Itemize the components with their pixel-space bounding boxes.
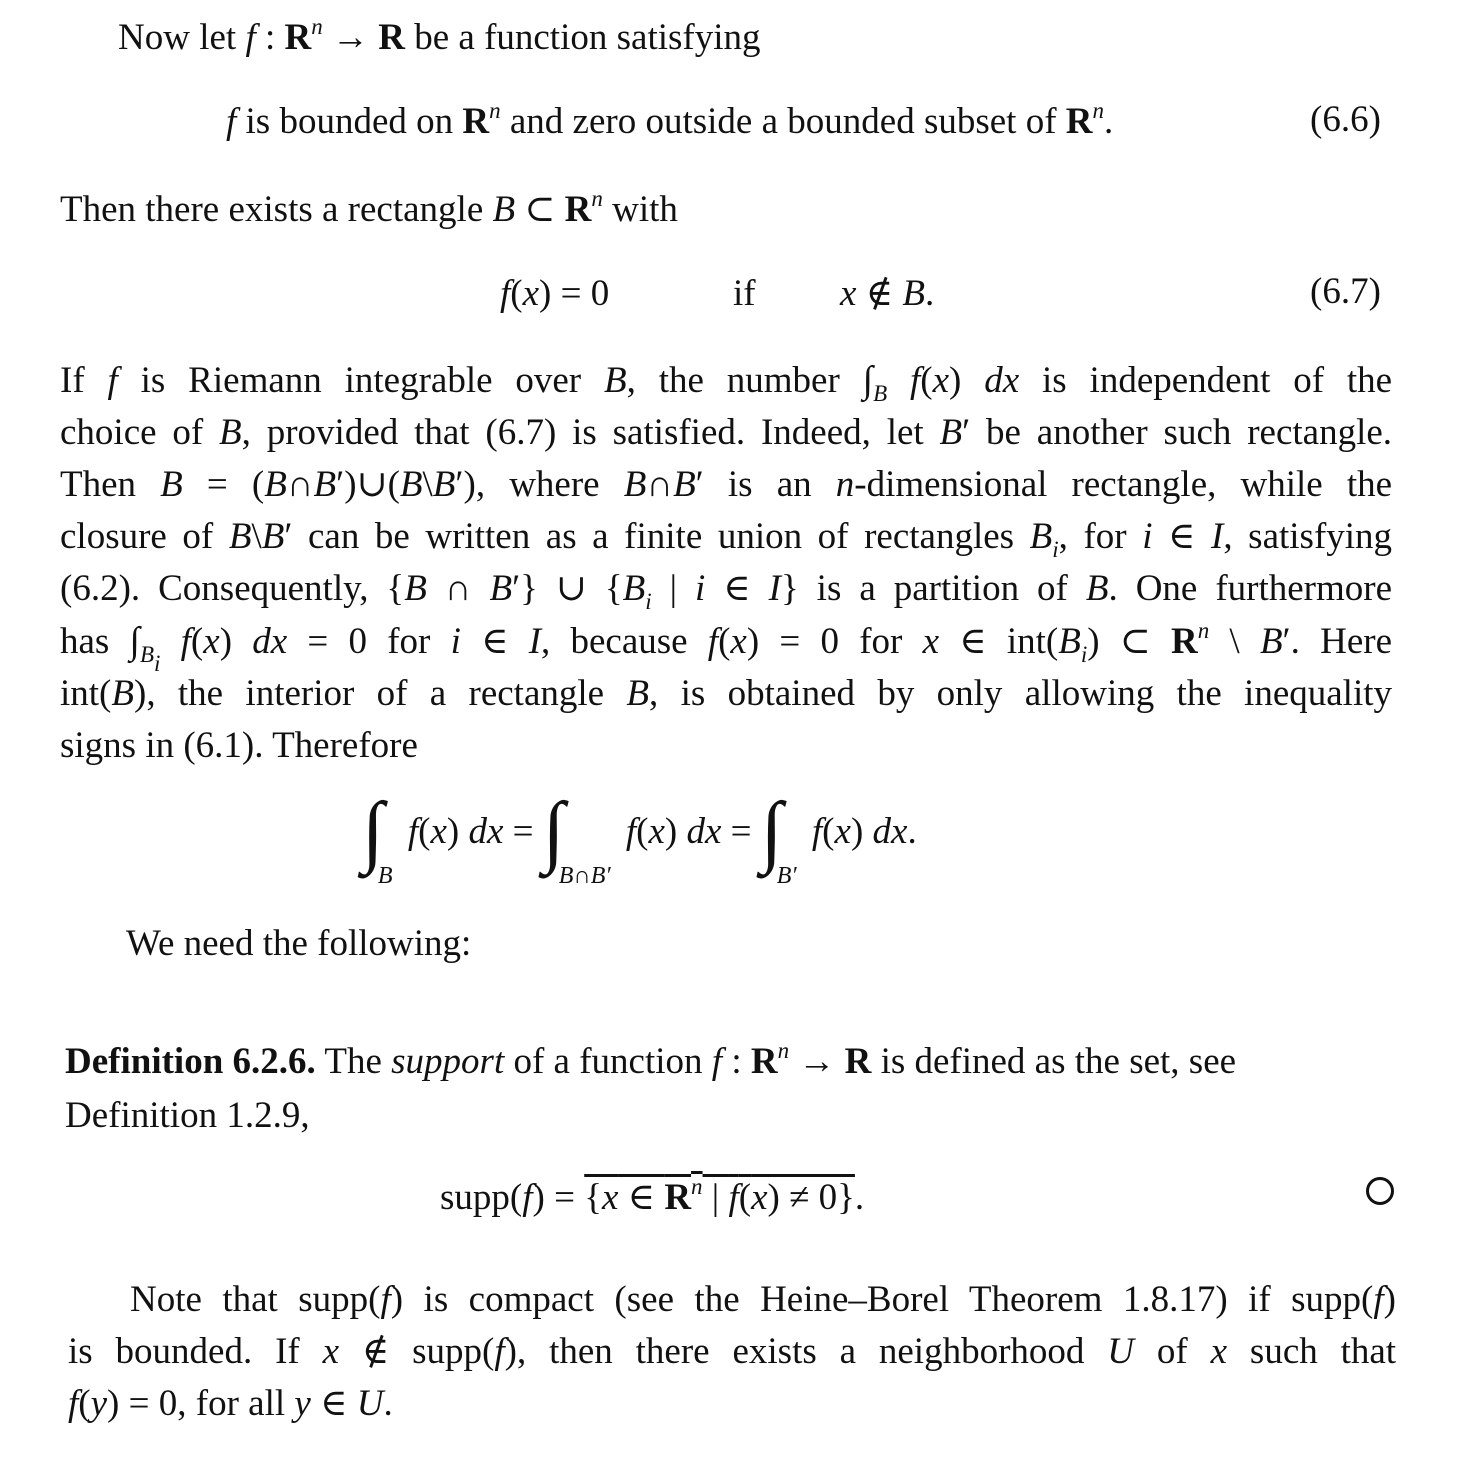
definition-text-c: is defined as the set, see xyxy=(880,1041,1237,1082)
equation-6-6: f is bounded on $R^n$ and zero outside a bounded subset of $R^n$. xyxy=(226,98,1114,142)
para-l3d: -dimensional rectangle, while the xyxy=(854,464,1393,505)
para-l1a: If xyxy=(60,360,85,401)
para-line-4: closure of B\B′ can be written as a finite union of rectangles $B_i$, for i ∈ I, satisfying xyxy=(60,516,1393,562)
paragraph-riemann xyxy=(60,354,1392,772)
para-l7a: the interior of a rectangle xyxy=(177,673,605,714)
definition-term: support xyxy=(391,1041,505,1082)
para-l2a: choice of xyxy=(60,412,204,453)
definition-text-b: of a function xyxy=(513,1041,703,1082)
rectangle-line: Then there exists a rectangle B ⊂ $R^n$ with xyxy=(60,186,678,230)
support-equation: supp(f) = {x ∈ $R^n$ | f(x) ≠ 0}. xyxy=(440,1174,865,1218)
para-l1b: is Riemann integrable over xyxy=(140,360,582,401)
equation-6-7-condition: x ∉ B. xyxy=(840,273,935,314)
note-l2d: such that xyxy=(1249,1331,1397,1372)
equation-number-6-7: (6.7) xyxy=(1310,271,1381,312)
para-l5a: (6.2). Consequently, xyxy=(60,568,369,609)
para-l4a: closure of xyxy=(60,516,214,557)
para-l3a: Then xyxy=(60,464,137,505)
note-line-2: is bounded. If x ∉ supp(f), then there exists a neighborhood U of x such that xyxy=(68,1331,1397,1372)
para-l2c: be another such rectangle. xyxy=(986,412,1393,453)
para-line-7: int(B), the interior of a rectangle B, is obtained by only allowing the inequality xyxy=(60,673,1393,714)
para-l5c: One furthermore xyxy=(1135,568,1393,609)
note-l2a: is bounded. If xyxy=(68,1331,300,1372)
para-l3c: is an xyxy=(727,464,812,505)
integral-sign: ∫ xyxy=(760,787,783,875)
note-line-1: Note that supp(f) is compact (see the Heine–Borel Theorem 1.8.17) if supp(f) xyxy=(130,1279,1396,1320)
para-line-8: signs in (6.1). Therefore xyxy=(60,725,418,766)
paragraph-note xyxy=(68,1274,1396,1430)
para-line-5: (6.2). Consequently, {B ∩ B′} ∪ {$B_i$ | i ∈ I} is a partition of B. One furthermore xyxy=(60,568,1393,614)
note-l1b: ) is compact (see the Heine–Borel Theorem 1.8.17) if supp( xyxy=(390,1279,1374,1320)
equation-6-7-lhs: f(x) = 0 xyxy=(500,273,610,314)
note-l2c: of xyxy=(1156,1331,1188,1372)
para-l5b: is a partition of xyxy=(816,568,1068,609)
definition-text-a: The xyxy=(324,1041,382,1082)
equation-number-6-6: (6.6) xyxy=(1310,99,1381,140)
intro-line: Now let f : $R^n \to R$ be a function satisfying xyxy=(118,14,761,58)
para-l4d: satisfying xyxy=(1248,516,1393,557)
end-of-definition-circle-icon xyxy=(1366,1177,1394,1205)
para-l2b: provided that (6.7) is satisfied. Indeed, let xyxy=(266,412,924,453)
integral-sign: ∫ xyxy=(542,787,565,875)
integral-sign: ∫ xyxy=(362,787,384,875)
note-l1a: Note that supp( xyxy=(130,1279,381,1320)
integral-equation: $\int_B$ f(x) dx = $\int_{B\cap B'}$ f(x) dx = $\int_{B'}$ f(x) dx. xyxy=(362,787,917,889)
para-l1d: is independent of the xyxy=(1042,360,1393,401)
para-l7b: is obtained by only allowing the inequality xyxy=(680,673,1393,714)
para-line-1: If f is Riemann integrable over B, the number $\int_B$ f(x) dx is independent of the xyxy=(60,359,1393,406)
para-l4b: can be written as a finite union of rectangles xyxy=(308,516,1015,557)
note-l3: for all xyxy=(195,1383,286,1424)
definition-label: Definition 6.2.6. xyxy=(65,1041,316,1082)
need-following-line: We need the following: xyxy=(126,923,472,964)
para-l4c: for xyxy=(1083,516,1127,557)
note-l2b: then there exists a neighborhood xyxy=(549,1331,1085,1372)
para-l6b: for xyxy=(387,621,431,662)
definition-line-2: Definition 1.2.9, xyxy=(65,1095,310,1136)
para-line-6: has $\int_{B_i}$ f(x) dx = 0 for i ∈ I, because f(x) = 0 for x ∈ $int(B_i)$ ⊂ $R^n$ \ B′. Here xyxy=(60,618,1392,676)
para-l6c: because xyxy=(570,621,688,662)
note-line-3: f(y) = 0, for all y ∈ U. xyxy=(68,1383,393,1424)
para-l1c: the number xyxy=(658,360,840,401)
para-line-2: choice of B, provided that (6.7) is satisfied. Indeed, let B′ be another such rectangle. xyxy=(60,412,1393,453)
para-l3b: where xyxy=(509,464,600,505)
para-l6e: Here xyxy=(1320,621,1392,662)
para-l6a: has xyxy=(60,621,110,662)
para-line-3: Then B = (B∩B′)∪(B\B′), where B∩B′ is an n-dimensional rectangle, while the xyxy=(60,464,1393,505)
equation-6-7-if: if xyxy=(733,273,756,314)
definition-6-2-6: Definition 6.2.6. The support of a function f : $R^n \to R$ is defined as the set, see xyxy=(65,1038,1237,1082)
para-l6d: for xyxy=(859,621,903,662)
